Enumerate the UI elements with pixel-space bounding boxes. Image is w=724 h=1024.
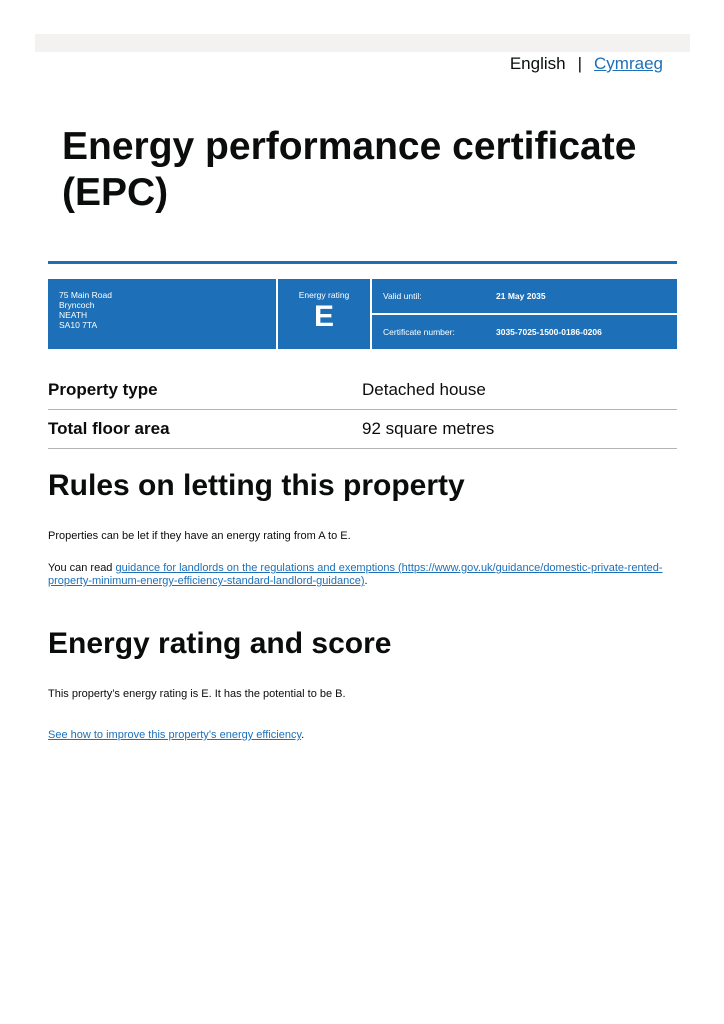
certificate-meta (372, 279, 677, 349)
certificate-number-row (372, 315, 677, 349)
valid-until-label: Valid until: (383, 291, 422, 301)
energy-rating-box (278, 279, 370, 349)
address-line-3: NEATH (59, 310, 88, 320)
address-line-2: Bryncoch (59, 300, 95, 310)
floor-area-value: 92 square metres (362, 419, 495, 438)
language-switcher (510, 54, 663, 74)
energy-rating-paragraph: This property’s energy rating is E. It has the potential to be B. (48, 688, 346, 700)
certificate-number-label: Certificate number: (383, 327, 455, 337)
letting-guidance-prefix: You can read (48, 562, 116, 574)
letting-guidance-suffix: . (364, 575, 368, 587)
property-type-row (48, 371, 677, 410)
address-line-1: 75 Main Road (59, 290, 112, 300)
address-postcode: SA10 7TA (59, 320, 98, 330)
property-type-label: Property type (48, 380, 158, 399)
landlord-guidance-link[interactable]: guidance for landlords on the regulations and exemptions (https://www.gov.uk/guidance/domestic-private-rented-property-minimum-energy-efficiency-standard-landlord-guidance) (48, 562, 663, 587)
language-current: English (509, 54, 566, 73)
property-type-value: Detached house (362, 380, 486, 399)
letting-heading: Rules on letting this property (48, 469, 465, 502)
property-details (48, 371, 677, 449)
improve-paragraph (48, 729, 668, 742)
language-separator: | (577, 54, 583, 73)
certificate-number-value: 3035-7025-1500-0186-0206 (496, 327, 602, 337)
valid-until-row (372, 279, 677, 313)
title-divider (48, 261, 677, 264)
header-bar (35, 34, 690, 52)
improve-link-suffix: . (301, 729, 305, 741)
epc-summary-panel (48, 279, 677, 349)
energy-rating-label: Energy rating (298, 290, 350, 300)
energy-rating-letter: E (313, 300, 334, 333)
floor-area-label: Total floor area (48, 419, 170, 438)
letting-guidance-paragraph (48, 562, 668, 588)
letting-paragraph: Properties can be let if they have an energy rating from A to E. (48, 530, 351, 542)
valid-until-value: 21 May 2035 (496, 291, 546, 301)
page-title: Energy performance certificate (EPC) (62, 125, 637, 214)
improve-efficiency-link[interactable]: See how to improve this property’s energy efficiency (48, 729, 302, 741)
property-address (48, 279, 276, 349)
language-link-cymraeg[interactable]: Cymraeg (594, 54, 663, 73)
energy-rating-heading: Energy rating and score (48, 627, 392, 660)
floor-area-row (48, 410, 677, 449)
